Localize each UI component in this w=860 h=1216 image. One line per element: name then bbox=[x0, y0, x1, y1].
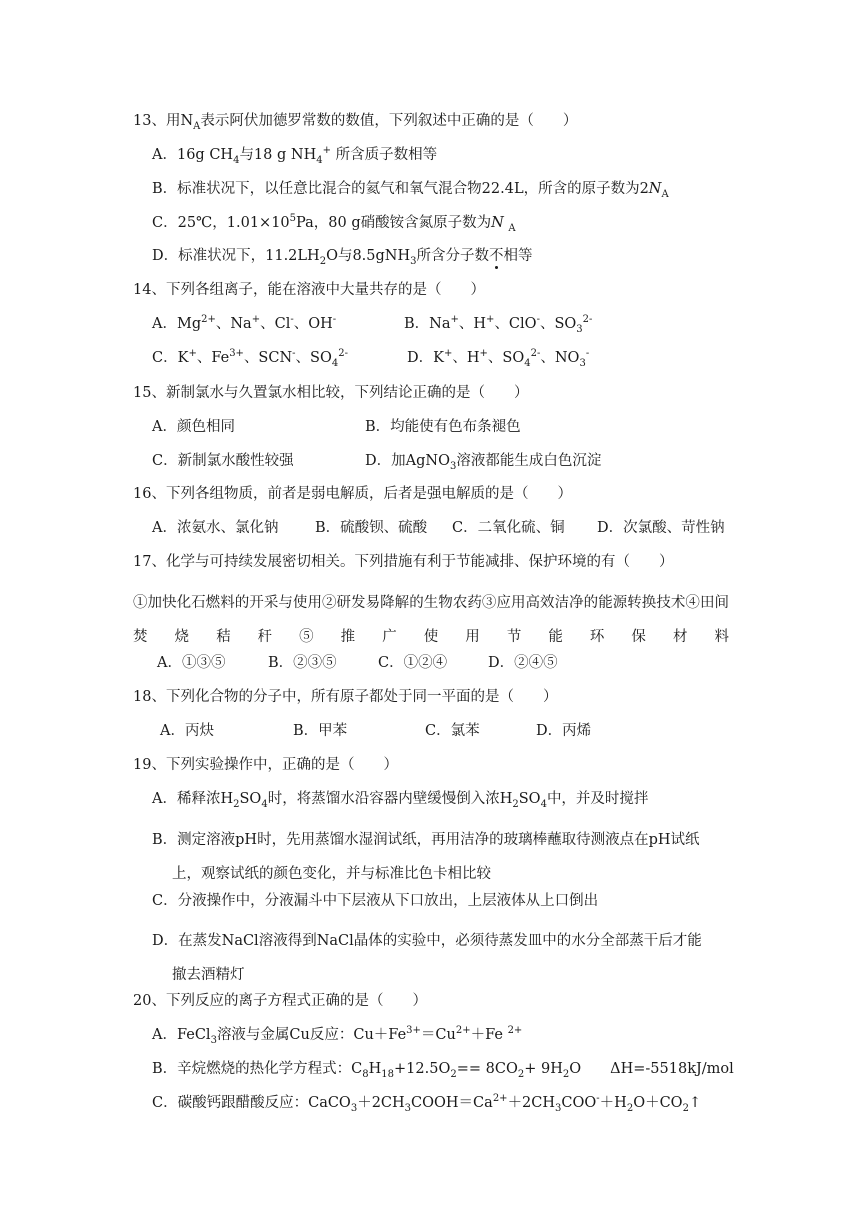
question-13-option-d: D．标准状况下，$11.2LH_2O$与8.5gNH$_3$所含分子数不相等 bbox=[152, 248, 533, 267]
question-18-option-b: B．甲苯 bbox=[293, 723, 348, 739]
question-14-option-b: B．Na+、H+、ClO-、$SO_3^{2-}$ bbox=[404, 314, 593, 335]
question-15-option-c: C．新制氯水酸性较强 bbox=[152, 453, 294, 469]
question-16-option-c: C．二氧化硫、铜 bbox=[452, 520, 565, 536]
question-15-option-b: B．均能使有色布条褪色 bbox=[365, 419, 521, 435]
question-19-stem: 19、下列实验操作中，正确的是（ ） bbox=[133, 757, 398, 773]
question-15-stem: 15、新制氯水与久置氯水相比较，下列结论正确的是（ ） bbox=[133, 385, 529, 401]
question-17-option-b: B．②③⑤ bbox=[268, 655, 337, 671]
question-17-stem: 17、化学与可持续发展密切相关。下列措施有利于节能减排、保护环境的有（ ） bbox=[133, 554, 674, 570]
question-19-option-a: A．稀释浓$H_2SO_4$时，将蒸馏水沿容器内壁缓慢倒入浓$H_2SO_4$中，并及时搅拌 bbox=[152, 791, 649, 810]
question-18-stem: 18、下列化合物的分子中，所有原子都处于同一平面的是（ ） bbox=[133, 689, 558, 705]
question-14-stem: 14、下列各组离子，能在溶液中大量共存的是（ ） bbox=[133, 282, 485, 298]
question-13-option-b: B．标准状况下，以任意比混合的氦气和氧气混合物22.4L，所含的原子数为$2N_A$ bbox=[152, 181, 669, 200]
question-14-option-d: D．K+、H+、$SO_4^{2-}$、$NO_3^-$ bbox=[407, 348, 590, 369]
question-20-option-a: A．FeCl$_3$溶液与金属Cu反应：$Cu+Fe^{3+}=Cu^{2+}+Fe$ $^{2+}$ bbox=[152, 1025, 523, 1046]
question-17-option-a: A．①③⑤ bbox=[157, 655, 226, 671]
question-13-option-c: C．25℃，$1.01\times 10^5Pa$，80 g硝酸铵含氮原子数为N $_A$ bbox=[152, 213, 516, 234]
question-14-option-c: C．K+、$Fe^{3+}$、SCN-、$SO_4^{2-}$ bbox=[152, 348, 348, 369]
question-15-option-a: A．颜色相同 bbox=[152, 419, 235, 435]
question-16-stem: 16、下列各组物质，前者是弱电解质，后者是强电解质的是（ ） bbox=[133, 486, 572, 502]
question-16-option-d: D．次氯酸、苛性钠 bbox=[597, 520, 725, 536]
question-18-option-a: A．丙炔 bbox=[160, 723, 214, 739]
question-20-option-c: C．碳酸钙跟醋酸反应：$CaCO_3+2CH_3COOH=Ca^{2+}+2CH_3COO^-+H_2O+CO_2↑$ bbox=[152, 1093, 702, 1114]
question-13-stem: 13、用$N_A$表示阿伏加德罗常数的数值，下列叙述中正确的是（ ） bbox=[133, 113, 578, 132]
question-20-option-b: B．辛烷燃烧的热化学方程式：$C_8H_{18}+12.5O_2== 8CO_2+ 9H_2O$ ΔH=-5518kJ/mol bbox=[152, 1061, 734, 1080]
question-19-option-d: D．在蒸发NaCl溶液得到NaCl晶体的实验中，必须待蒸发皿中的水分全部蒸干后才能 撤去酒精灯 bbox=[152, 933, 702, 983]
question-17-body: ①加快化石燃料的开采与使用②研发易降解的生物农药③应用高效洁净的能源转换技术④田间焚烧秸秆⑤推广使用节能环保材料 bbox=[133, 595, 729, 645]
question-14-option-a: A．$Mg^{2+}$、Na+、Cl-、OH- bbox=[152, 314, 337, 332]
question-15-option-d: D．加AgNO$_3$溶液都能生成白色沉淀 bbox=[365, 453, 602, 472]
question-16-option-a: A．浓氨水、氯化钠 bbox=[152, 520, 279, 536]
question-13-option-a: A．16g $CH_4$与18 g $NH_4^+$ 所含质子数相等 bbox=[152, 145, 438, 166]
question-17-option-c: C．①②④ bbox=[378, 655, 448, 671]
question-19-option-b: B．测定溶液pH时，先用蒸馏水湿润试纸，再用洁净的玻璃棒蘸取待测液点在pH试纸 上，观察试纸的颜色变化，并与标准比色卡相比较 bbox=[152, 832, 700, 882]
question-16-option-b: B．硫酸钡、硫酸 bbox=[315, 520, 428, 536]
question-20-stem: 20、下列反应的离子方程式正确的是（ ） bbox=[133, 993, 427, 1009]
question-19-option-c: C．分液操作中，分液漏斗中下层液从下口放出，上层液体从上口倒出 bbox=[152, 893, 599, 909]
question-18-option-d: D．丙烯 bbox=[536, 723, 592, 739]
question-17-option-d: D．②④⑤ bbox=[488, 655, 558, 671]
question-18-option-c: C．氯苯 bbox=[425, 723, 480, 739]
